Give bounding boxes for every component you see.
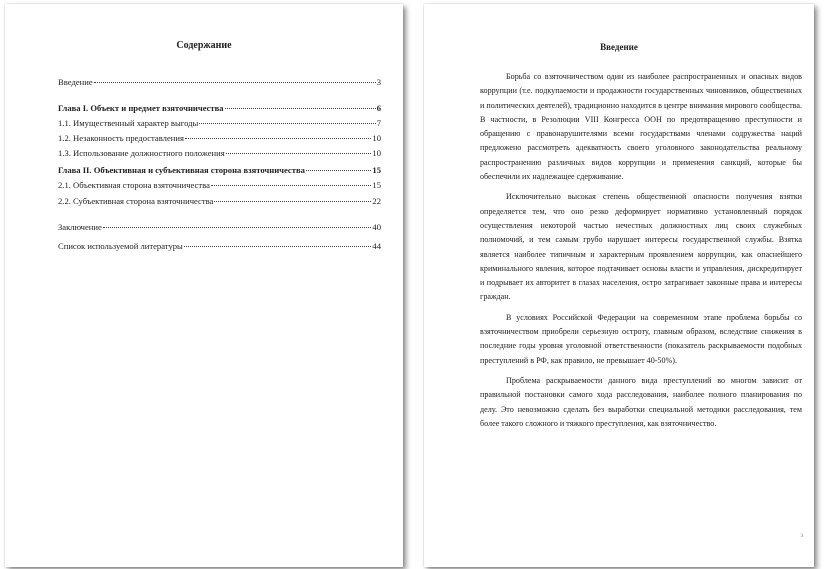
toc-entry-chapter xyxy=(58,103,381,114)
toc-entry-label: 2.1. Объективная сторона взяточничества xyxy=(58,180,210,190)
intro-paragraph: Борьба со взяточничеством один из наиболее распространенных и опасных видов коррупции (т.е. подкупаемости и продажности государственных чиновников, общественных и политических деятелей), традиционно находится в центре внимания мирового сообщества. В частности, в Резолюции VIII Конгресса ООН по предотвращению преступности и обращению с правонарушителями всеми государствами членами содружества наций предложено рассмотреть адекватность своего уголовного законодательства реальному распространению различных видов коррупции и применения санкций, которые бы обеспечили их надлежащее сдерживание. xyxy=(480,72,802,182)
toc-entry-label: 1.3. Использование должностного положения xyxy=(58,148,225,158)
intro-paragraph: Проблема раскрываемости данного вида преступлений во многом зависит от правильной постановки самого хода расследования, наиболее полного планирования по делу. Это невозможно сделать без выработки специальной методики расследования, тем более такого сложного и тяжкого преступления, как взяточничество. xyxy=(480,375,802,428)
toc-entry-label: 2.2. Субъективная сторона взяточничества xyxy=(58,196,214,206)
toc-leader xyxy=(185,138,371,139)
intro-title: Введение xyxy=(600,42,638,52)
toc-entry xyxy=(58,180,381,191)
toc-entry-label: Заключение xyxy=(58,222,102,232)
toc-leader xyxy=(184,246,372,247)
toc-entry-page: 15 xyxy=(372,180,381,190)
toc-entry-page: 40 xyxy=(372,222,381,232)
toc-entry-label: Список используемой литературы xyxy=(58,241,183,251)
toc-entry-chapter xyxy=(58,165,381,176)
toc-leader xyxy=(103,227,372,228)
toc-entry-page: 7 xyxy=(376,118,381,128)
intro-paragraph: В условиях Российской Федерации на современном этапе проблема борьбы со взяточничеством приобрели серьезную остроту, главным образом, вследствие снижения в последние годы уровня уголовной ответственности (показатель раскрываемости подобных преступлений в РФ, как правило, не превышает 40-50%). xyxy=(480,312,802,365)
toc-leader xyxy=(211,185,372,186)
toc-entry-page: 10 xyxy=(372,148,381,158)
toc-entry xyxy=(58,133,381,144)
toc-page xyxy=(5,4,403,567)
toc-entry-page: 3 xyxy=(376,77,381,87)
toc-entry-label: 1.1. Имущественный характер выгоды xyxy=(58,118,199,128)
toc-entry-label: 1.2. Незаконность предоставления xyxy=(58,133,184,143)
toc-entry xyxy=(58,241,381,252)
toc-leader xyxy=(225,108,376,109)
intro-paragraph: Исключительно высокая степень общественной опасности получения взятки определяется тем, что оно резко деформирует нормативно установленный порядок осуществления некоторой частью нечестных должностных лиц своих служебных полномочий, и тем самым грубо нарушает интересы государственной службы. Взятка является наиболее типичным и характерным проявлением коррупции, как опаснейшего криминального явления, которое подтачивает основы власти и управления, дискредитирует и подрывает их авторитет в глазах населения, остро затрагивает законные права и интересы граждан. xyxy=(480,192,802,302)
intro-body xyxy=(480,70,802,437)
toc-entry xyxy=(58,77,381,88)
toc-entry-label: Глава II. Объективная и субъективная сторона взяточничества xyxy=(58,165,305,175)
toc-entry-page: 10 xyxy=(372,133,381,143)
toc-entry-page: 44 xyxy=(372,241,381,251)
toc-entry-page: 6 xyxy=(376,103,381,113)
toc-entry-page: 22 xyxy=(372,196,381,206)
toc-title: Содержание xyxy=(176,40,232,51)
toc-entry-label: Введение xyxy=(58,77,93,87)
toc-entry xyxy=(58,118,381,129)
toc-leader xyxy=(199,123,375,124)
page-number: 3 xyxy=(800,534,803,539)
introduction-page xyxy=(424,4,814,567)
toc-entry-label: Глава I. Объект и предмет взяточничества xyxy=(58,103,224,113)
toc-leader xyxy=(226,153,372,154)
toc-entry xyxy=(58,148,381,159)
toc-leader xyxy=(306,170,372,171)
toc-entry xyxy=(58,222,381,233)
toc-leader xyxy=(214,201,371,202)
toc-entry xyxy=(58,196,381,207)
toc-leader xyxy=(94,82,376,83)
toc-entry-page: 15 xyxy=(372,165,381,175)
